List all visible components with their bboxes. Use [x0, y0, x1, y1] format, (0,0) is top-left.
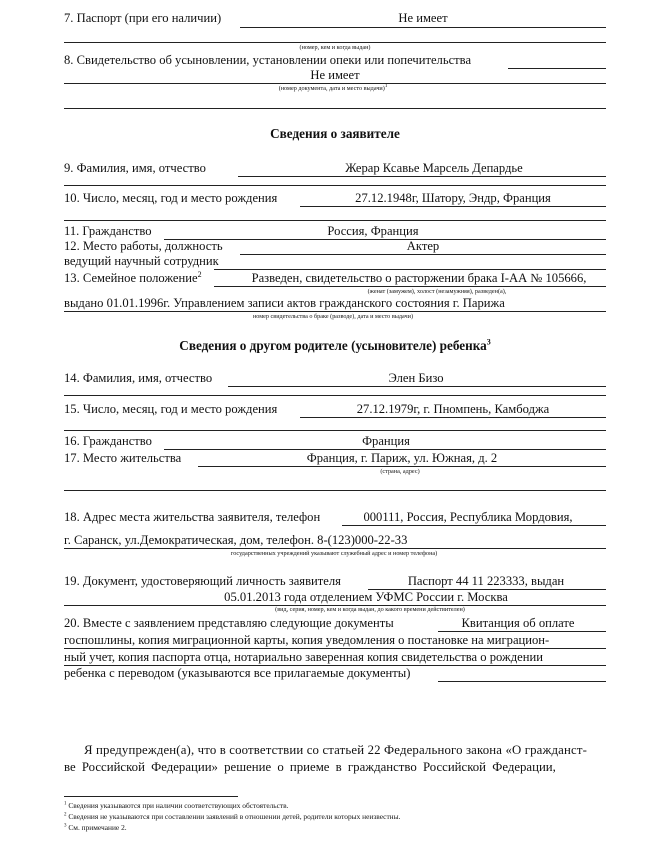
q7-label: 7. Паспорт (при его наличии)	[64, 11, 222, 25]
footnote-3: $^3$ См. примечание 2.	[64, 823, 127, 832]
q9-label: 9. Фамилия, имя, отчество	[64, 161, 206, 175]
q16-label: 16. Гражданство	[64, 434, 152, 448]
q12-label: 12. Место работы, должность	[64, 239, 223, 253]
q17-line	[198, 466, 606, 467]
q9-line2	[64, 185, 606, 186]
q12-line	[240, 254, 606, 255]
q20-value[interactable]: Квитанция об оплате	[461, 616, 575, 630]
q15-value[interactable]: 27.12.1979г, г. Пномпень, Камбоджа	[356, 402, 550, 416]
q18-value2[interactable]: г. Саранск, ул.Демократическая, дом, телефон. 8-(123)000-22-33	[64, 533, 408, 547]
q7-value[interactable]: Не имеет	[398, 11, 448, 25]
q8-hint: (номер документа, дата и место выдачи)$^1$	[278, 83, 388, 92]
q19-value[interactable]: Паспорт 44 11 223333, выдан	[407, 574, 565, 588]
q20-label: 20. Вместе с заявлением представляю следующие документы	[64, 616, 394, 630]
q13-hint2: номер свидетельства о браке (разводе), дата и место выдачи)	[252, 313, 414, 320]
q20-line4-text[interactable]: ребенка с переводом (указываются все прилагаемые документы)	[64, 666, 411, 680]
q8-value[interactable]: Не имеет	[310, 68, 360, 82]
q12-line2	[214, 269, 606, 270]
q19-label: 19. Документ, удостоверяющий личность заявителя	[64, 574, 341, 588]
q13-hint1: (женат (замужем), холост (незамужняя), разведен(а),	[367, 288, 507, 295]
q17-label: 17. Место жительства	[64, 451, 182, 465]
q11-label: 11. Гражданство	[64, 224, 152, 238]
footnote-separator	[64, 796, 238, 797]
q20-line2-text[interactable]: госпошлины, копия миграционной карты, копия уведомления о постановке на миграцион-	[64, 633, 550, 647]
q7-line2	[64, 42, 606, 43]
q17-line2	[64, 490, 606, 491]
applicant-heading: Сведения о заявителе	[270, 126, 400, 141]
q13-line2	[64, 311, 606, 312]
q13-value[interactable]: Разведен, свидетельство о расторжении брака I-АА № 105666,	[251, 271, 587, 285]
other-parent-heading: Сведения о другом родителе (усыновителе) ребенка$^3$	[179, 337, 491, 353]
q19-hint: (вид, серия, номер, кем и когда выдан, до какого времени действителен)	[275, 606, 465, 613]
q14-label: 14. Фамилия, имя, отчество	[64, 371, 213, 385]
q10-label: 10. Число, месяц, год и место рождения	[64, 191, 278, 205]
q18-value[interactable]: 000111, Россия, Республика Мордовия,	[363, 510, 573, 524]
q15-line	[300, 417, 606, 418]
q15-line2	[64, 430, 606, 431]
q20-line	[438, 631, 606, 632]
q13-label: 13. Семейное положение$^2$	[64, 269, 202, 285]
q18-hint: государственных учреждений указывают служебный адрес и номер телефона)	[230, 550, 438, 557]
q17-value[interactable]: Франция, г. Париж, ул. Южная, д. 2	[306, 451, 498, 465]
q16-value[interactable]: Франция	[362, 434, 410, 448]
q11-value[interactable]: Россия, Франция	[327, 224, 419, 238]
q10-line	[300, 206, 606, 207]
q18-line	[342, 525, 606, 526]
q18-line2	[64, 548, 606, 549]
warning-line1: Я предупрежден(а), что в соответствии со статьей 22 Федерального закона «О гражданст-	[84, 743, 587, 757]
q13-value2[interactable]: выдано 01.01.1996г. Управлением записи актов гражданского состояния г. Парижа	[64, 296, 505, 310]
q10-line2	[64, 220, 606, 221]
q9-value[interactable]: Жерар Ксавье Марсель Депардье	[345, 161, 523, 175]
q14-line	[228, 386, 606, 387]
q17-hint: (страна, адрес)	[380, 468, 420, 475]
q12-value[interactable]: Актер	[406, 239, 440, 253]
warning-line2: ве Российской Федерации» решение о приеме в гражданство Российской Федерации,	[64, 760, 556, 774]
q8-line3	[64, 108, 606, 109]
q7-line	[240, 27, 606, 28]
q20-line4	[438, 681, 606, 682]
q7-hint: (номер, кем и когда выдан)	[299, 44, 371, 51]
q14-line2	[64, 395, 606, 396]
q8-label: 8. Свидетельство об усыновлении, установлении опеки или попечительства	[64, 53, 472, 67]
footnote-2: $^2$ Сведения не указываются при составлении заявлений в отношении детей, родители которых неизвестны.	[64, 812, 401, 821]
q19-value2[interactable]: 05.01.2013 года отделением УФМС России г. Москва	[224, 590, 508, 604]
q14-value[interactable]: Элен Бизо	[388, 371, 444, 385]
q8-line	[508, 68, 606, 69]
q12-value2[interactable]: ведущий научный сотрудник	[64, 254, 219, 268]
q15-label: 15. Число, месяц, год и место рождения	[64, 402, 278, 416]
q9-line	[238, 176, 606, 177]
q10-value[interactable]: 27.12.1948г, Шатору, Эндр, Франция	[355, 191, 551, 205]
q20-line3-text[interactable]: ный учет, копия паспорта отца, нотариально заверенная копия свидетельства о рождении	[64, 650, 543, 664]
q11-line	[164, 239, 606, 240]
q13-line	[214, 286, 606, 287]
q20-line2	[64, 648, 606, 649]
q18-label: 18. Адрес места жительства заявителя, телефон	[64, 510, 321, 524]
footnote-1: $^1$ Сведения указываются при наличии соответствующих обстоятельств.	[64, 801, 289, 810]
q8-line2	[64, 83, 606, 84]
q16-line	[164, 449, 606, 450]
